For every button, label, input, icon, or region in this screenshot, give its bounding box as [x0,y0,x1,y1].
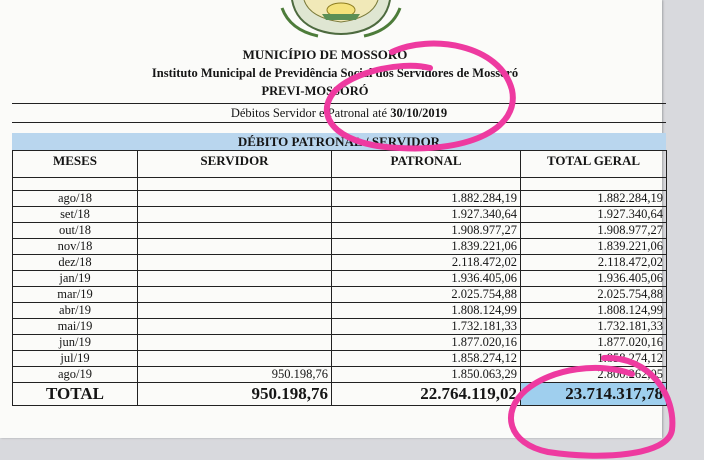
table-row [13,303,667,319]
servidor-cell: 950.198,76 [138,367,332,383]
table-row [13,367,667,383]
table-header-row [13,151,667,178]
col-header-meses: MESES [13,151,138,178]
patronal-cell: 1.908.977,27 [332,223,521,239]
table-row [13,239,667,255]
col-header-servidor: SERVIDOR [138,151,332,178]
servidor-cell [138,239,332,255]
total-geral-cell: 1.808.124,99 [521,303,667,319]
servidor-cell [138,351,332,367]
col-header-patronal: PATRONAL [332,151,521,178]
patronal-cell: 1.808.124,99 [332,303,521,319]
total-geral-cell: 2.800.262,05 [521,367,667,383]
total-geral-cell: 2.118.472,02 [521,255,667,271]
month-cell: jul/19 [13,351,138,367]
servidor-cell [138,303,332,319]
debt-table [12,150,667,406]
month-cell: ago/19 [13,367,138,383]
table-row [13,351,667,367]
table-blank-row [13,178,667,191]
patronal-cell: 1.877.020,16 [332,335,521,351]
table-cell [13,178,138,191]
servidor-cell [138,255,332,271]
total-geral-cell: 1.877.020,16 [521,335,667,351]
table-row [13,319,667,335]
month-cell: jan/19 [13,271,138,287]
table-row [13,271,667,287]
patronal-cell: 2.025.754,88 [332,287,521,303]
month-cell: nov/18 [13,239,138,255]
institute-acronym: PREVI-MOSSORÓ [261,84,369,98]
patronal-cell: 1.927.340,64 [332,207,521,223]
total-patronal: 22.764.119,02 [332,383,521,406]
table-row [13,207,667,223]
servidor-cell [138,223,332,239]
total-geral: 23.714.317,78 [521,383,667,406]
total-geral-cell: 2.025.754,88 [521,287,667,303]
month-cell: jun/19 [13,335,138,351]
total-geral-cell: 1.858.274,12 [521,351,667,367]
patronal-cell: 1.882.284,19 [332,191,521,207]
servidor-cell [138,287,332,303]
patronal-cell: 1.732.181,33 [332,319,521,335]
servidor-cell [138,207,332,223]
month-cell: ago/18 [13,191,138,207]
section-title: DÉBITO PATRONAL / SERVIDOR [12,133,666,151]
col-header-total-geral: TOTAL GERAL [521,151,667,178]
month-cell: out/18 [13,223,138,239]
table-row [13,191,667,207]
debt-period-line [12,103,666,123]
month-cell: set/18 [13,207,138,223]
total-geral-cell: 1.839.221,06 [521,239,667,255]
debt-period-date: 30/10/2019 [390,106,448,120]
municipal-crest-icon [278,0,404,42]
table-row [13,223,667,239]
patronal-cell: 1.936.405,06 [332,271,521,287]
patronal-cell: 1.858.274,12 [332,351,521,367]
table-row [13,255,667,271]
total-geral-cell: 1.882.284,19 [521,191,667,207]
servidor-cell [138,319,332,335]
table-row [13,287,667,303]
patronal-cell: 1.850.063,29 [332,367,521,383]
month-cell: abr/19 [13,303,138,319]
total-geral-cell: 1.927.340,64 [521,207,667,223]
total-geral-cell: 1.732.181,33 [521,319,667,335]
total-label: TOTAL [13,383,138,406]
month-cell: mar/19 [13,287,138,303]
patronal-cell: 2.118.472,02 [332,255,521,271]
servidor-cell [138,335,332,351]
total-geral-cell: 1.936.405,06 [521,271,667,287]
month-cell: dez/18 [13,255,138,271]
patronal-cell: 1.839.221,06 [332,239,521,255]
total-servidor: 950.198,76 [138,383,332,406]
table-cell [521,178,667,191]
institute-name: Instituto Municipal de Previdência Social dos Servidores de Mossoró [151,66,519,80]
table-cell [332,178,521,191]
month-cell: mai/19 [13,319,138,335]
municipality-title: MUNICÍPIO DE MOSSORÓ [242,47,408,62]
table-row [13,335,667,351]
servidor-cell [138,271,332,287]
debt-period-prefix: Débitos Servidor e Patronal até [230,106,388,120]
table-cell [138,178,332,191]
total-row [13,383,667,406]
total-geral-cell: 1.908.977,27 [521,223,667,239]
servidor-cell [138,191,332,207]
